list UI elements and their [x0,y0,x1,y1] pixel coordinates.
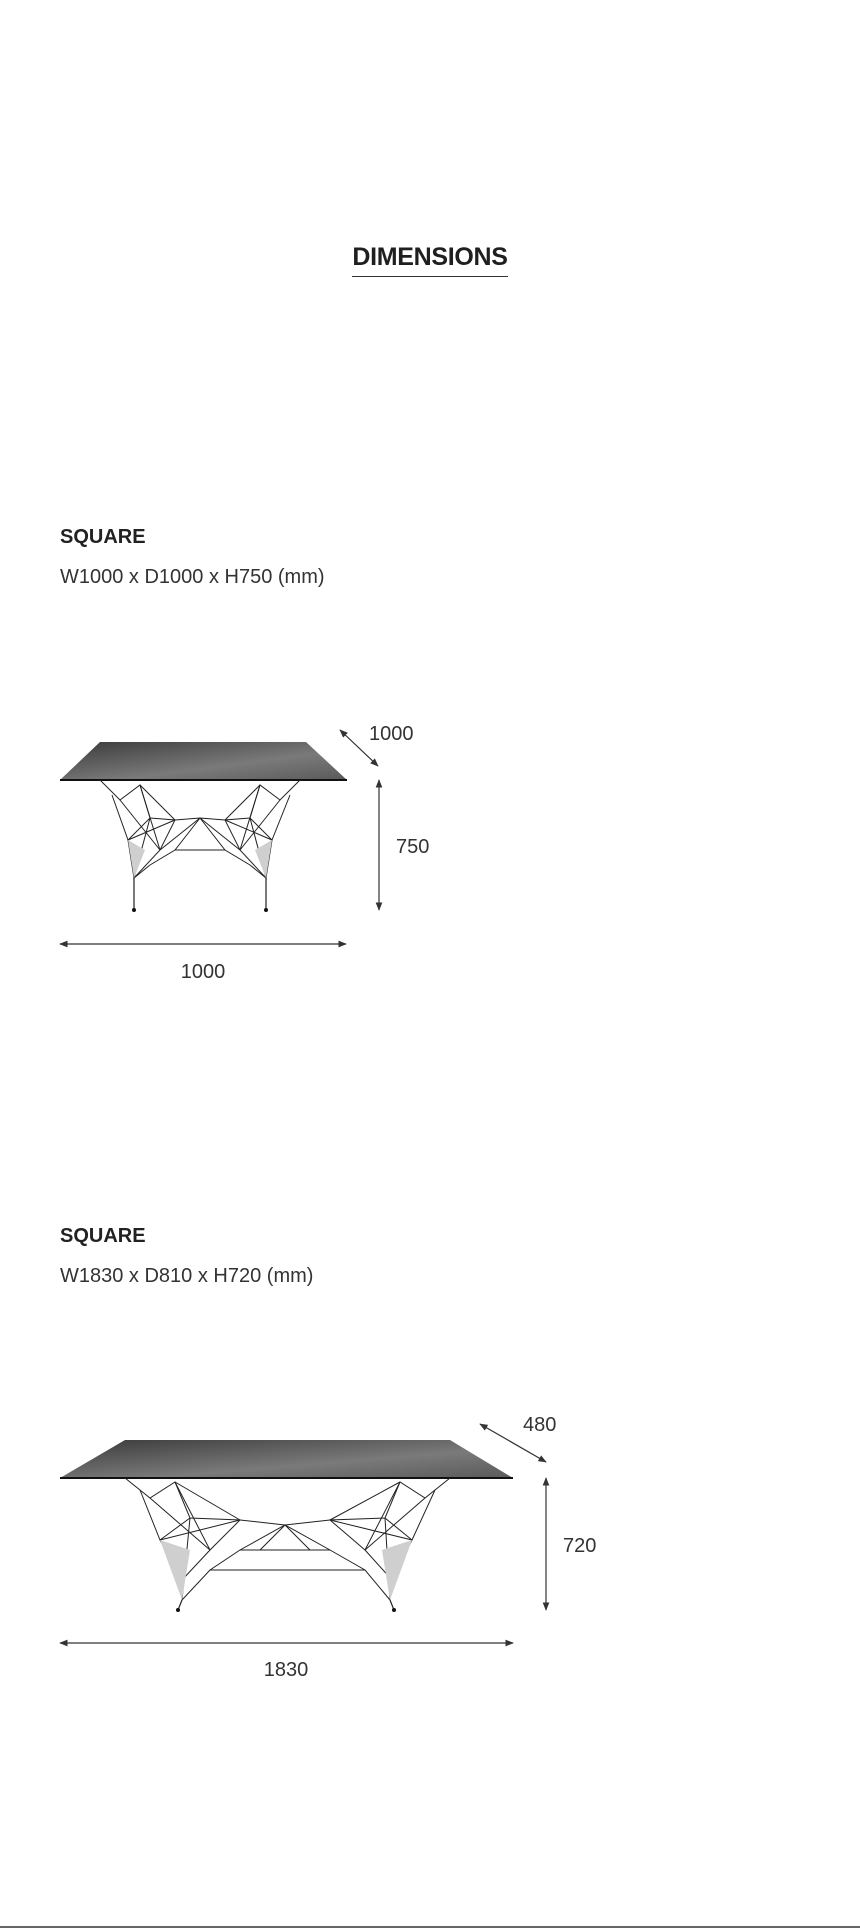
table-dimension-drawing [0,1400,860,1700]
width-label: 1000 [180,961,226,983]
depth-label: 1000 [369,723,414,745]
product-dimensions-text: W1000 x D1000 x H750 (mm) [60,566,325,588]
product-name: SQUARE [60,1225,146,1247]
table-illustration [60,1440,513,1612]
height-label: 720 [563,1535,597,1557]
height-label: 750 [396,836,430,858]
page-title: DIMENSIONS [0,242,860,277]
table-dimension-drawing [0,700,860,1000]
product-dimensions-text: W1830 x D810 x H720 (mm) [60,1265,314,1287]
width-label: 1830 [263,1659,309,1681]
depth-label: 480 [523,1414,557,1436]
table-illustration [60,742,347,912]
product-name: SQUARE [60,526,146,548]
